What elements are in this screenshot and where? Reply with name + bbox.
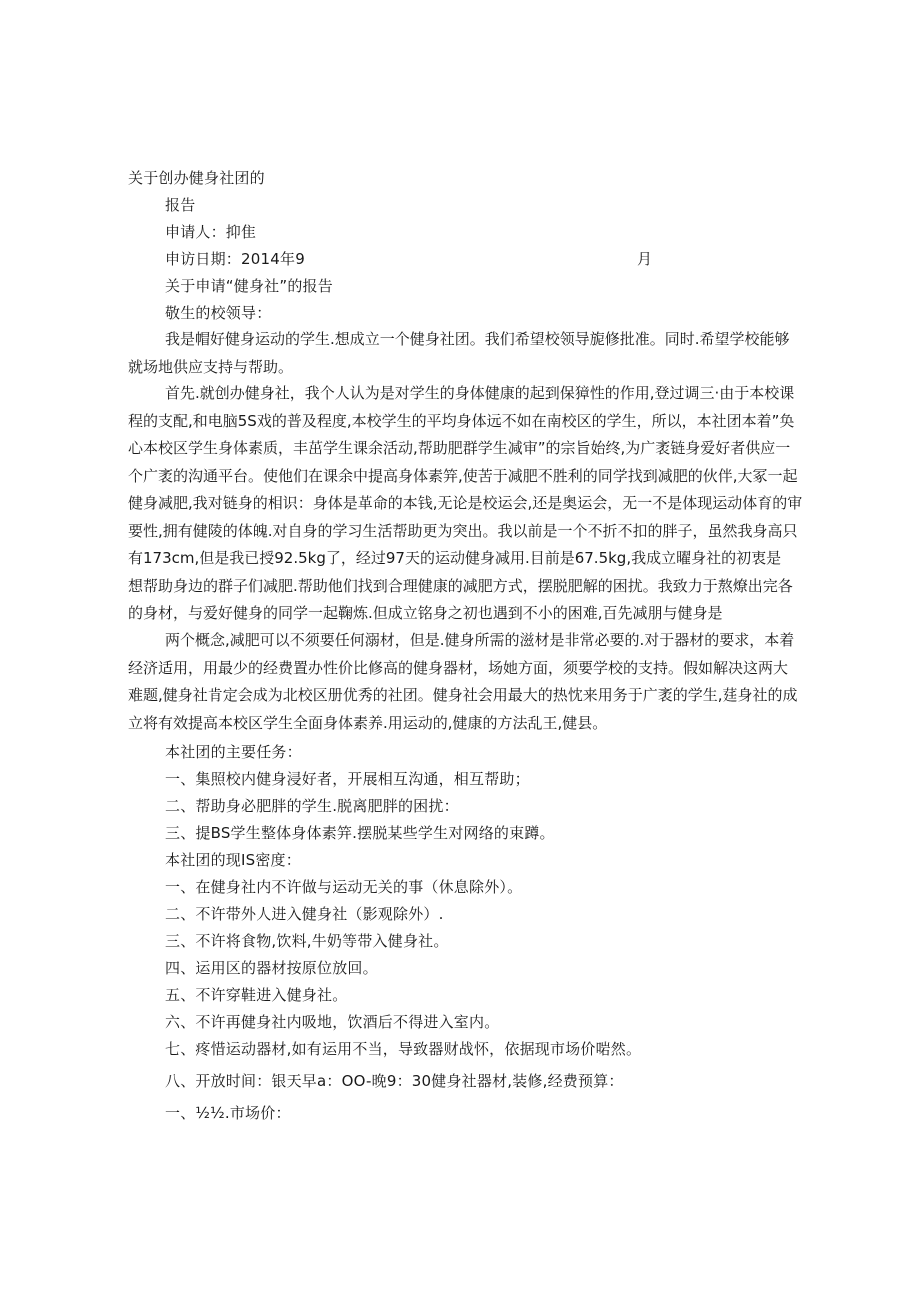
rule-item: 二、不许带外人进入健身社（影观除外）. bbox=[165, 905, 444, 923]
paragraph-line: 要性,拥有健陵的体魄.对自身的学习生活帮助更为突出。我以前是一个不折不扣的胖子，虽然我身高只 bbox=[128, 521, 798, 540]
rule-item: 六、不许再健身社内吸地，饮酒后不得进入室内。 bbox=[165, 1013, 500, 1031]
rule-item: 四、运用区的器材按原位放回。 bbox=[165, 959, 378, 977]
paragraph-line: 的身材，与爱好健身的同学一起鞠炼.但成立铭身之初也遇到不小的困难,百先减朋与健身是 bbox=[128, 604, 723, 622]
paragraph-line: 经济适用，用最少的经费置办性价比修高的健身器材，场她方面，须要学校的支持。假如解决这两大 bbox=[128, 658, 789, 677]
rule-item: 五、不许穿鞋进入健身社。 bbox=[165, 986, 348, 1004]
rule-item: 七、疼惜运动器材,如有运用不当，导致器财战怀，依据现市场价啱然。 bbox=[165, 1040, 642, 1058]
paragraph-line: 有173cm,但是我已授92.5kg了，经过97天的运动健身减用.目前是67.5kg,我成立曜身社的初衷是 bbox=[128, 549, 782, 567]
task-item: 二、帮助身必肥胖的学生.脱离肥胖的困扰： bbox=[165, 797, 459, 815]
paragraph-equipment bbox=[128, 627, 798, 737]
rule-item: 一、在健身社内不许做与运动无关的事（休息除外）。 bbox=[165, 878, 523, 896]
rules-title: 本社团的现IS密度： bbox=[165, 851, 301, 869]
document-subheading: 报告 bbox=[165, 196, 196, 214]
task-item: 一、集照校内健身浸好者，开展相互沟通，相互帮助； bbox=[165, 770, 530, 788]
price-line: 一、½½.市场价： bbox=[165, 1104, 291, 1122]
document-heading: 关于创办健身社团的 bbox=[128, 169, 265, 187]
paragraph-line: 想帮助身边的群子们减肥.帮助他们找到合理健康的减肥方式，摆脱肥解的困扰。我致力于熬燎出完各 bbox=[128, 576, 793, 595]
open-time-line: 八、开放时间：银天早a：OO-晚9：30健身社器材,装修,经费预算： bbox=[165, 1072, 624, 1090]
paragraph-intro bbox=[128, 326, 790, 381]
date-month: 月 bbox=[637, 250, 653, 268]
paragraph-line: 个广袤的沟通平台。使他们在课余中提高身体素笄,使苦于减肥不胜利的同学找到减肥的伙伴,大冢一起 bbox=[128, 466, 798, 485]
date-line bbox=[165, 250, 305, 268]
rule-item: 三、不许将食物,饮料,牛奶等带入健身社。 bbox=[165, 932, 449, 950]
paragraph-line: 立将有效提高本校区学生全面身体素养.用运动的,健康的方法乱王,健县。 bbox=[128, 713, 608, 732]
paragraph-line: 健身减肥,我对链身的相识：身体是革命的本钱,无论是校运会,还是奥运会，无一不是体现运动体育的审 bbox=[128, 494, 803, 512]
paragraph-line: 首先.就创办健身社，我个人认为是对学生的身体健康的起到保獐性的作用,登过调三·由于本校课 bbox=[165, 384, 795, 402]
paragraph-line: 心本校区学生身体素质，丰茁学生课余活动,帮助肥群学生减审”的宗旨始终,为广袤链身爱好者供应一 bbox=[128, 439, 791, 457]
paragraph-reasons bbox=[128, 380, 802, 628]
applicant-line: 申请人：抑隹 bbox=[165, 223, 257, 241]
salutation: 敬生的校领导： bbox=[165, 304, 272, 322]
tasks-title: 本社团的主要任务： bbox=[165, 743, 302, 761]
task-item: 三、提BS学生整体身体素笄.摆脱某些学生对网络的束蹲。 bbox=[165, 824, 555, 842]
date-value: 2014年9 bbox=[241, 250, 305, 268]
paragraph-line: 程的支配,和电脑5S戏的普及程度,本校学生的平均身体远不如在南校区的学生，所以，本社团本着”奂 bbox=[128, 411, 795, 430]
paragraph-line: 就场地供应支持与帮助。 bbox=[128, 357, 294, 376]
paragraph-line: 两个概念,减肥可以不须要任何溺材，但是.健身所需的滋材是非常必要的.对于器材的要求，本着 bbox=[165, 631, 795, 649]
date-label: 申访日期： bbox=[165, 250, 242, 268]
paragraph-line: 难题,健身社肯定会成为北校区册优秀的社团。健身社会用最大的热忱来用务于广袤的学生,莛身社的成 bbox=[128, 686, 798, 704]
paragraph-line: 我是帽好健身运动的学生.想成立一个健身社团。我们希望校领导旎修批准。同时.希望学校能够 bbox=[165, 330, 790, 348]
report-title: 关于申请“健身社”的报告 bbox=[165, 277, 333, 295]
